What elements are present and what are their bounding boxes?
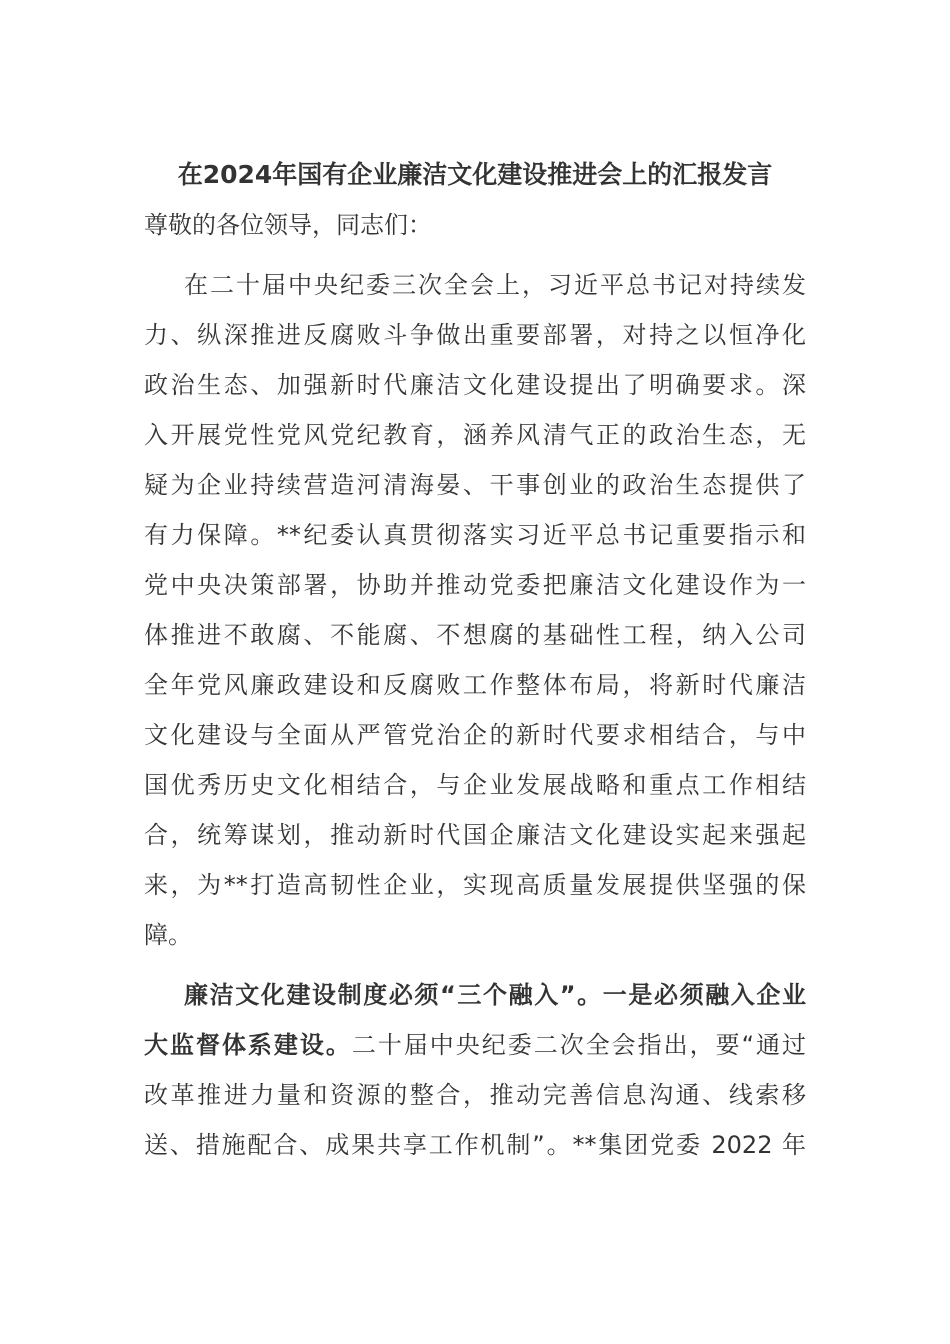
paragraph-line: 体推进不敢腐、不能腐、不想腐的基础性工程，纳入公司: [144, 621, 806, 649]
paragraph-line: 入开展党性党风党纪教育，涵养风清气正的政治生态，无: [144, 421, 806, 449]
section-heading-continuation: 大监督体系建设。: [144, 1031, 352, 1059]
paragraph-line: 文化建设与全面从严管党治企的新时代要求相结合，与中: [144, 721, 806, 749]
paragraph-line: [144, 1020, 806, 1070]
paragraph-line: 全年党风廉政建设和反腐败工作整体布局，将新时代廉洁: [144, 671, 806, 699]
section-heading-line: 廉洁文化建设制度必须“三个融入”。一是必须融入企业: [184, 981, 806, 1009]
paragraph-line: 在二十届中央纪委三次全会上，习近平总书记对持续发: [184, 271, 806, 299]
paragraph-line: 改革推进力量和资源的整合，推动完善信息沟通、线索移: [144, 1081, 806, 1109]
paragraph-line: 来，为**打造高韧性企业，实现高质量发展提供坚强的保: [144, 871, 806, 899]
paragraph-line: 疑为企业持续营造河清海晏、干事创业的政治生态提供了: [144, 471, 806, 499]
paragraph-line: 力、纵深推进反腐败斗争做出重要部署，对持之以恒净化: [144, 321, 806, 349]
paragraph-line: 障。: [144, 921, 192, 949]
paragraph-line: 送、措施配合、成果共享工作机制”。**集团党委 2022 年: [144, 1131, 806, 1159]
paragraph-line: 党中央决策部署，协助并推动党委把廉洁文化建设作为一: [144, 571, 806, 599]
paragraph-intro: [144, 260, 806, 960]
paragraph-line: 政治生态、加强新时代廉洁文化建设提出了明确要求。深: [144, 371, 806, 399]
document-title: 在2024年国有企业廉洁文化建设推进会上的汇报发言: [177, 160, 773, 189]
salutation: 尊敬的各位领导，同志们：: [144, 211, 432, 239]
paragraph-three-integrations: [144, 970, 806, 1170]
paragraph-line: 合，统筹谋划，推动新时代国企廉洁文化建设实起来强起: [144, 821, 806, 849]
document-page: [144, 150, 806, 1170]
paragraph-text: 二十届中央纪委二次全会指出，要“通过: [351, 1031, 806, 1059]
paragraph-line: 国优秀历史文化相结合，与企业发展战略和重点工作相结: [144, 771, 806, 799]
paragraph-line: 有力保障。**纪委认真贯彻落实习近平总书记重要指示和: [144, 521, 806, 549]
